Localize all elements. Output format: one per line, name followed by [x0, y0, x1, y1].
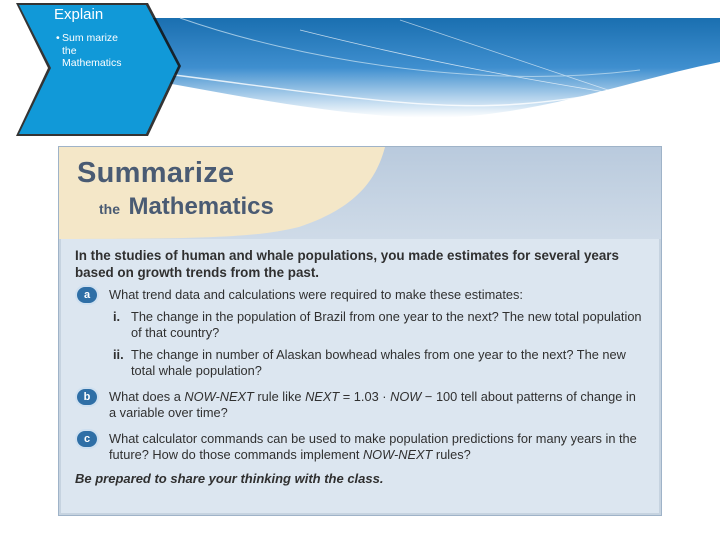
panel-title-the: the — [99, 201, 120, 217]
question-a — [75, 287, 645, 303]
qb-part-1: What does a — [109, 389, 185, 404]
question-b-text — [109, 389, 636, 420]
intro-paragraph: In the studies of human and whale populations, you made estimates for several years based on growth trends from the past. — [75, 248, 619, 280]
qb-part-2: NOW-NEXT — [184, 389, 254, 404]
sub-question-i-text: The change in the population of Brazil from one year to the next? The new total population of that country? — [131, 309, 642, 340]
sub-question-i — [75, 309, 645, 341]
question-c-text — [109, 431, 637, 462]
qc-part-2: NOW-NEXT — [362, 447, 433, 462]
qb-part-6: NOW — [390, 389, 422, 404]
qb-part-4: NEXT — [305, 389, 340, 404]
qb-part-3: rule like — [253, 389, 306, 404]
badge-bullet-list — [56, 32, 122, 70]
marker-c-badge: c — [77, 431, 97, 447]
marker-a-badge: a — [77, 287, 97, 303]
question-c — [75, 431, 645, 463]
marker-b-badge: b — [77, 389, 97, 405]
badge-title: Explain — [54, 6, 104, 23]
qc-part-1: What calculator commands can be used to make population predictions for many years in the future? How do those commands implement — [109, 431, 637, 462]
summarize-panel — [58, 146, 662, 516]
panel-title-math: Mathematics — [128, 193, 274, 220]
question-a-text: What trend data and calculations were required to make these estimates: — [109, 287, 523, 302]
sub-question-ii — [75, 347, 645, 379]
qc-part-3: rules? — [432, 447, 471, 462]
badge-line-1: Sum marize — [62, 32, 119, 44]
badge-line-2: the — [62, 44, 77, 57]
closing-instruction: Be prepared to share your thinking with the class. — [75, 471, 384, 486]
roman-i: i. — [113, 309, 121, 324]
panel-content — [75, 247, 645, 486]
qb-part-5: = 1.03 · — [339, 389, 391, 404]
badge-line-3: Mathematics — [62, 57, 122, 69]
panel-title-sub — [99, 193, 274, 221]
question-b — [75, 389, 645, 421]
sub-question-ii-text: The change in number of Alaskan bowhead whales from one year to the next? The new total whale population? — [131, 347, 626, 378]
qb-part-7: − 100 tell about patterns of change in a variable over time? — [109, 389, 636, 420]
bullet-glyph: • — [56, 32, 60, 44]
panel-title-main: Summarize — [77, 157, 235, 189]
roman-ii: ii. — [113, 347, 124, 362]
